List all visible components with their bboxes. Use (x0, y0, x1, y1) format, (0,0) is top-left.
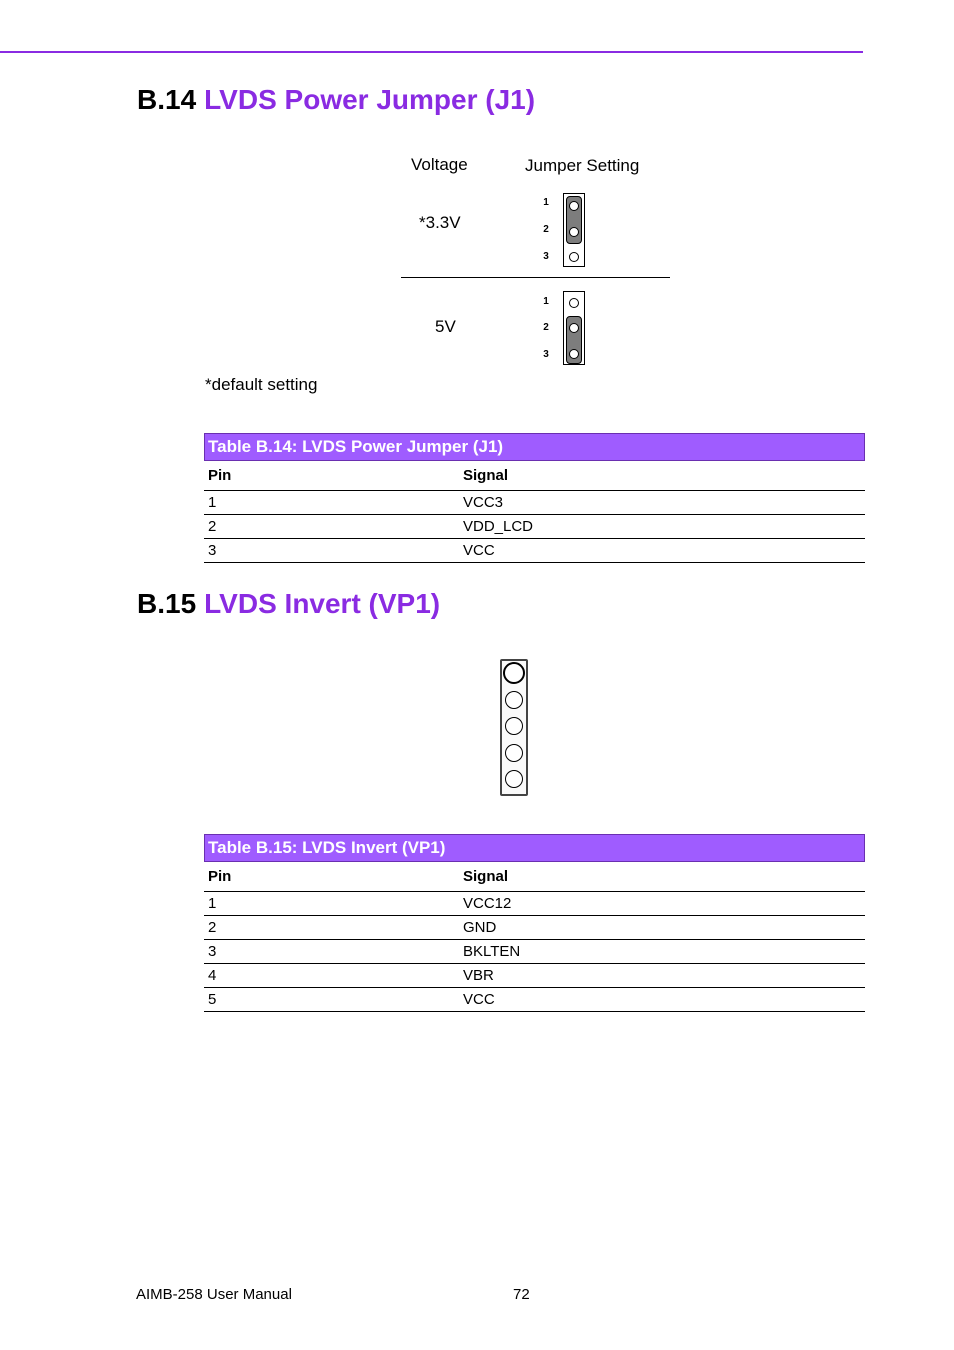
pin-cell: 2 (208, 518, 217, 535)
pin-number-label: 2 (543, 322, 549, 333)
pin-cell: 1 (208, 494, 217, 511)
vp1-pin (505, 770, 523, 788)
vp1-pin (505, 717, 523, 735)
pin-cell: 1 (208, 895, 217, 912)
vp1-pin-1 (503, 662, 525, 684)
table-row (204, 916, 865, 940)
table-row (204, 892, 865, 916)
jumper-pin (569, 201, 579, 211)
jumper-pin (569, 298, 579, 308)
signal-cell: VCC (463, 542, 495, 559)
pin-cell: 2 (208, 919, 217, 936)
signal-cell: VCC12 (463, 895, 512, 912)
section-heading-b14 (137, 84, 535, 116)
pin-cell: 4 (208, 967, 217, 984)
vp1-pin (505, 691, 523, 709)
pin-number-label: 3 (543, 251, 549, 262)
default-setting-note: *default setting (205, 375, 318, 394)
signal-cell: VDD_LCD (463, 518, 534, 535)
jumper-pin (569, 323, 579, 333)
table-row (204, 940, 865, 964)
jumper-pin (569, 252, 579, 262)
signal-cell: BKLTEN (463, 943, 521, 960)
jumper-pin (569, 227, 579, 237)
pin-number-label: 1 (543, 296, 549, 307)
section-heading-b15 (137, 588, 440, 620)
pin-number-label: 1 (543, 197, 549, 208)
pin-number-label: 2 (543, 224, 549, 235)
vp1-connector-diagram (500, 659, 528, 796)
jumper-setting-header: Jumper Setting (525, 156, 640, 175)
table-header-row (204, 461, 865, 491)
section-number: B.15 (137, 588, 197, 619)
vp1-pin (505, 744, 523, 762)
jumper-pin (569, 349, 579, 359)
table-row (204, 539, 865, 563)
voltage-5v-label: 5V (435, 317, 456, 336)
header-rule (0, 51, 863, 53)
voltage-header: Voltage (411, 155, 468, 174)
table-row (204, 515, 865, 539)
jumper-5v (563, 291, 585, 365)
table-row (204, 491, 865, 515)
column-header: Signal (463, 868, 509, 885)
footer-page-number: 72 (513, 1286, 530, 1303)
signal-cell: VBR (463, 967, 494, 984)
table-caption: Table B.14: LVDS Power Jumper (J1) (204, 433, 865, 461)
column-header: Pin (208, 467, 232, 484)
jumper-3v3 (563, 193, 585, 267)
pin-cell: 5 (208, 991, 217, 1008)
table-row (204, 988, 865, 1012)
column-header: Signal (463, 467, 509, 484)
section-title: LVDS Power Jumper (J1) (204, 84, 536, 115)
section-number: B.14 (137, 84, 197, 115)
pin-cell: 3 (208, 542, 217, 559)
table-caption: Table B.15: LVDS Invert (VP1) (204, 834, 865, 862)
table-row (204, 964, 865, 988)
signal-cell: GND (463, 919, 497, 936)
footer-manual-title: AIMB-258 User Manual (136, 1286, 292, 1303)
pin-cell: 3 (208, 943, 217, 960)
signal-cell: VCC3 (463, 494, 504, 511)
voltage-3v3-label: *3.3V (419, 213, 461, 232)
table-b14 (204, 433, 865, 563)
signal-cell: VCC (463, 991, 495, 1008)
jumper-divider (401, 277, 670, 278)
pin-number-label: 3 (543, 349, 549, 360)
column-header: Pin (208, 868, 232, 885)
section-title: LVDS Invert (VP1) (204, 588, 441, 619)
table-b15 (204, 834, 865, 1012)
table-header-row (204, 862, 865, 892)
